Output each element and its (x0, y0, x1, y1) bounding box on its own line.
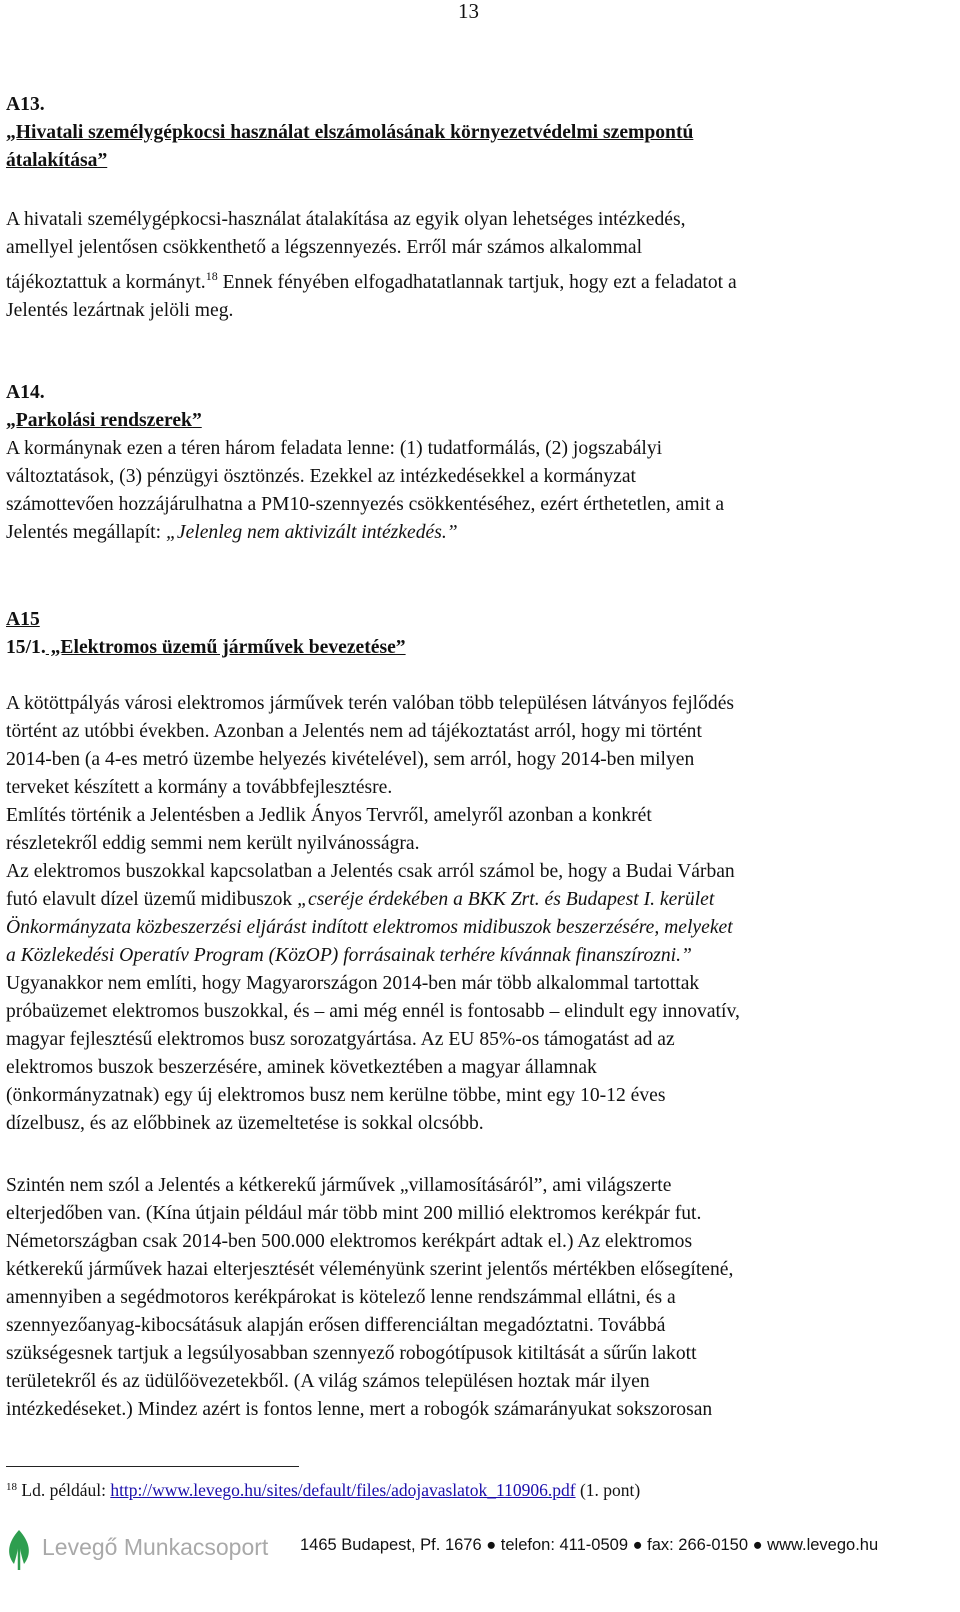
footnote (6, 1476, 640, 1501)
paragraph-text: Ennek fényében elfogadhatatlannak tartjuk, hogy ezt a feladatot a (217, 272, 737, 293)
footnote-reference[interactable]: 18 (205, 269, 218, 283)
paragraph-line: próbaüzemet elektromos buszokkal, és – ami még ennél is fontosabb – elindult egy innovatív, (6, 1001, 740, 1022)
section-title: „Hivatali személygépkocsi használat elszámolásának környezetvédelmi szempontú (6, 122, 694, 143)
page-footer (0, 1518, 960, 1578)
footnote-link[interactable]: http://www.levego.hu/sites/default/files/adojavaslatok_110906.pdf (110, 1480, 576, 1500)
paragraph-line: történt az utóbbi években. Azonban a Jelentés nem ad tájékoztatást arról, hogy mi történt (6, 721, 702, 742)
paragraph-line: A kötöttpályás városi elektromos járművek terén valóban több településen látványos fejlődés (6, 693, 735, 714)
footnote-divider (6, 1466, 299, 1467)
footnote-suffix: (1. pont) (575, 1480, 641, 1500)
paragraph-line: elektromos buszok beszerzésére, aminek következtében a magyar államnak (6, 1057, 597, 1078)
paragraph-line: területekről és az üdülőövezetekből. (A világ számos településen hoztak már ilyen (6, 1371, 650, 1392)
paragraph-line: Jelentés lezártnak jelöli meg. (6, 300, 234, 321)
paragraph-line: terveket készített a kormány a továbbfejlesztésre. (6, 777, 393, 798)
paragraph-line: A kormánynak ezen a téren három feladata lenne: (1) tudatformálás, (2) jogszabályi (6, 438, 663, 459)
paragraph-line: elterjedőben van. (Kína útjain például már több mint 200 millió elektromos kerékpár fut. (6, 1203, 702, 1224)
quote-text: „Jelenleg nem aktivizált intézkedés.” (165, 522, 458, 543)
section-a13 (6, 91, 954, 175)
quote-line: a Közlekedési Operatív Program (KözOP) forrásainak terhére kívánnak finanszírozni.” (6, 945, 692, 966)
organization-logo-text: Levegő Munkacsoport (42, 1534, 269, 1560)
subsection-title (6, 634, 954, 662)
section-heading: A14. (6, 382, 45, 403)
paragraph-line: (önkormányzatnak) egy új elektromos busz nem kerülne többe, mint egy 10-12 éves (6, 1085, 666, 1106)
paragraph-line: Az elektromos buszokkal kapcsolatban a Jelentés csak arról számol be, hogy a Budai Várban (6, 861, 735, 882)
paragraph-line: dízelbusz, és az előbbinek az üzemeltetése is sokkal olcsóbb. (6, 1113, 484, 1134)
footnote-prefix: Ld. például: (17, 1480, 111, 1500)
paragraph-line (6, 519, 954, 547)
paragraph-line: változtatások, (3) pénzügyi ösztönzés. Ezekkel az intézkedésekkel a kormányzat (6, 466, 636, 487)
paragraph-line: Említés történik a Jelentésben a Jedlik Ányos Tervről, amelyről azonban a konkrét (6, 805, 652, 826)
paragraph-line: A hivatali személygépkocsi-használat átalakítása az egyik olyan lehetséges intézkedés, (6, 209, 686, 230)
section-title: „Parkolási rendszerek” (6, 410, 202, 431)
section-a15 (6, 606, 954, 662)
paragraph-line: 2014-ben (a 4-es metró üzembe helyezés kivételével), sem arról, hogy 2014-ben milyen (6, 749, 695, 770)
a13-paragraph (6, 206, 954, 325)
paragraph-text: tájékoztattuk a kormányt. (6, 272, 206, 293)
subsection-title-text: „Elektromos üzemű járművek bevezetése” (45, 637, 406, 658)
quote-text: „cseréje érdekében a BKK Zrt. és Budapest I. kerület (297, 889, 715, 910)
paragraph-text: futó elavult dízel üzemű midibuszok (6, 889, 298, 910)
contact-info: 1465 Budapest, Pf. 1676 ● telefon: 411-0509 ● fax: 266-0150 ● www.levego.hu (300, 1536, 879, 1554)
paragraph-line: amennyiben a segédmotoros kerékpárokat is kötelező lenne rendszámmal ellátni, és a (6, 1287, 676, 1308)
paragraph-text: Jelentés megállapít: (6, 522, 166, 543)
paragraph-line: szükségesnek tartjuk a legsúlyosabban szennyező robogótípusok kitiltását a sűrűn lakott (6, 1343, 697, 1364)
paragraph-line: Ugyanakkor nem említi, hogy Magyarországon 2014-ben már több alkalommal tartottak (6, 973, 700, 994)
section-title: átalakítása” (6, 150, 108, 171)
paragraph-line (6, 262, 954, 297)
section-a14 (6, 379, 954, 547)
subsection-number: 15/1. (6, 637, 46, 658)
section-heading: A13. (6, 94, 45, 115)
page-number: 13 (458, 0, 479, 23)
a15-paragraph-1 (6, 690, 954, 1138)
paragraph-line: intézkedéseket.) Mindez azért is fontos lenne, mert a robogók számarányukat sokszorosan (6, 1399, 713, 1420)
paragraph-line: Németországban csak 2014-ben 500.000 elektromos kerékpárt adtak el.) Az elektromos (6, 1231, 693, 1252)
paragraph-line: kétkerekű járművek hazai elterjesztését véleményünk szerint jelentős mértékben elősegítené, (6, 1259, 734, 1280)
a15-paragraph-2 (6, 1172, 954, 1424)
paragraph-line: magyar fejlesztésű elektromos busz sorozatgyártása. Az EU 85%-os támogatást ad az (6, 1029, 675, 1050)
quote-line: Önkormányzata közbeszerzési eljárást indított elektromos midibuszok beszerzésére, melyeket (6, 917, 733, 938)
paragraph-line (6, 886, 954, 914)
paragraph-line: részletekről eddig semmi nem került nyilvánosságra. (6, 833, 420, 854)
leaf-logo-icon (4, 1528, 34, 1572)
footnote-number: 18 (6, 1481, 17, 1493)
paragraph-line: Szintén nem szól a Jelentés a kétkerekű járművek „villamosításáról”, ami világszerte (6, 1175, 672, 1196)
paragraph-line: szennyezőanyag-kibocsátásuk alapján erősen differenciáltan megadóztatni. Továbbá (6, 1315, 666, 1336)
paragraph-line: számottevően hozzájárulhatna a PM10-szennyezés csökkentéséhez, ezért érthetetlen, amit a (6, 494, 725, 515)
section-heading: A15 (6, 609, 40, 630)
paragraph-line: amellyel jelentősen csökkenthető a légszennyezés. Erről már számos alkalommal (6, 237, 643, 258)
